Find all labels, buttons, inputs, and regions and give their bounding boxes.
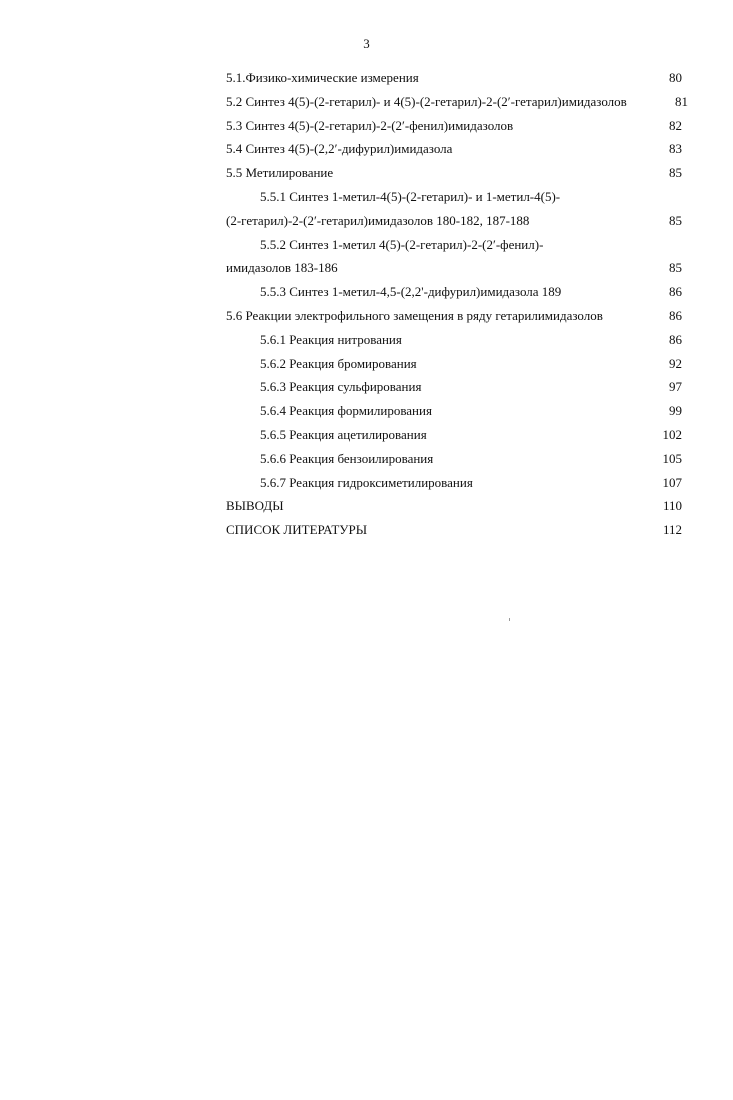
- toc-entry: [226, 471, 688, 495]
- toc-entry-label: 5.6.1 Реакция нитрования: [260, 331, 402, 347]
- toc-entry-page: 86: [669, 307, 682, 323]
- toc-entry-label: имидазолов 183-186: [226, 260, 338, 276]
- toc-entry: [226, 280, 688, 304]
- toc-entry-label: 5.5.3 Синтез 1-метил-4,5-(2,2'-дифурил)имидазола 189: [260, 284, 562, 300]
- table-of-contents: [226, 66, 688, 542]
- toc-entry-page: 102: [662, 426, 682, 442]
- toc-entry: [226, 518, 688, 542]
- toc-entry-label: СПИСОК ЛИТЕРАТУРЫ: [226, 522, 368, 538]
- toc-entry-page: 112: [662, 522, 682, 538]
- toc-entry-label: (2-гетарил)-2-(2′-гетарил)имидазолов 180-182, 187-188: [226, 212, 530, 228]
- toc-entry-page: 110: [662, 498, 682, 514]
- toc-entry-label: 5.4 Синтез 4(5)-(2,2′-дифурил)имидазола: [226, 141, 453, 157]
- scan-speck: [509, 618, 510, 621]
- page-number: 3: [363, 36, 370, 51]
- toc-entry-page: 86: [669, 331, 682, 347]
- toc-entry-label: 5.6 Реакции электрофильного замещения в ряду гетарилимидазолов: [226, 307, 603, 323]
- toc-entry-label: 5.2 Синтез 4(5)-(2-гетарил)- и 4(5)-(2-гетарил)-2-(2′-гетарил)имидазолов: [226, 93, 627, 109]
- toc-entry-label: 5.6.7 Реакция гидроксиметилирования: [260, 474, 473, 490]
- toc-entry: [226, 233, 688, 257]
- toc-entry-label: 5.5.1 Синтез 1-метил-4(5)-(2-гетарил)- и 1-метил-4(5)-: [260, 188, 561, 204]
- toc-entry-page: 85: [669, 212, 682, 228]
- toc-entry-page: 107: [662, 474, 682, 490]
- toc-entry: [226, 328, 688, 352]
- toc-entry-page: 92: [669, 355, 682, 371]
- toc-entry-continuation: [226, 209, 688, 233]
- toc-entry-label: 5.5.2 Синтез 1-метил 4(5)-(2-гетарил)-2-(2′-фенил)-: [260, 236, 544, 252]
- toc-entry-page: 97: [669, 379, 682, 395]
- toc-entry-page: 82: [669, 117, 682, 133]
- toc-entry: [226, 304, 688, 328]
- toc-entry: [226, 447, 688, 471]
- toc-entry: [226, 185, 688, 209]
- toc-entry-label: ВЫВОДЫ: [226, 498, 284, 514]
- toc-entry-label: 5.6.6 Реакция бензоилирования: [260, 450, 434, 466]
- toc-entry: [226, 494, 688, 518]
- toc-entry-page: 81: [675, 93, 688, 109]
- toc-entry-page: 83: [669, 141, 682, 157]
- toc-entry: [226, 423, 688, 447]
- toc-entry: [226, 137, 688, 161]
- toc-entry-label: 5.5 Метилирование: [226, 165, 334, 181]
- toc-entry-label: 5.6.4 Реакция формилирования: [260, 403, 432, 419]
- toc-entry: [226, 399, 688, 423]
- toc-entry-continuation: [226, 256, 688, 280]
- toc-entry-label: 5.6.5 Реакция ацетилирования: [260, 426, 427, 442]
- toc-entry: [226, 352, 688, 376]
- toc-entry-label: 5.3 Синтез 4(5)-(2-гетарил)-2-(2′-фенил)имидазолов: [226, 117, 514, 133]
- toc-entry: [226, 66, 688, 90]
- toc-entry: [226, 90, 688, 114]
- toc-entry-page: 86: [669, 284, 682, 300]
- toc-entry-page: 85: [669, 165, 682, 181]
- toc-entry-label: 5.1.Физико-химические измерения: [226, 70, 419, 85]
- toc-entry-page: 99: [669, 403, 682, 419]
- toc-entry-label: 5.6.2 Реакция бромирования: [260, 355, 417, 371]
- toc-entry-page: 80: [669, 70, 682, 85]
- toc-entry-page: 85: [669, 260, 682, 276]
- toc-entry: [226, 375, 688, 399]
- toc-entry-page: 105: [662, 450, 682, 466]
- toc-entry-label: 5.6.3 Реакция сульфирования: [260, 379, 422, 395]
- toc-entry: [226, 114, 688, 138]
- toc-entry: [226, 161, 688, 185]
